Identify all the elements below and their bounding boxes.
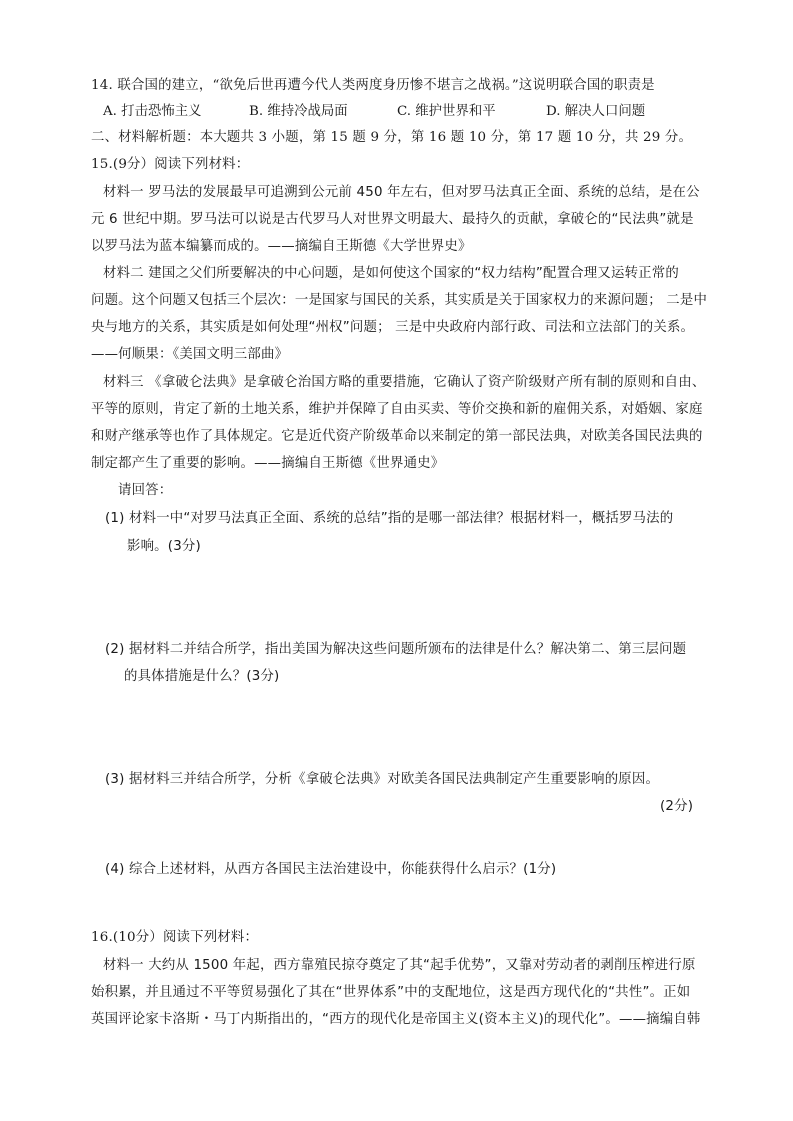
q15-sub3-score: (2分) <box>660 799 694 814</box>
q15-material2-line1: 材料二 建国之父们所要解决的中心问题，是如何使这个国家的“权力结构”配置合理又运转正常的 <box>103 266 679 281</box>
q15-material2-line2: 问题。这个问题又包括三个层次：一是国家与国民的关系，其实质是关于国家权力的来源问题； 二是中 <box>91 293 708 308</box>
q14-stem: 14. 联合国的建立，“欲免后世再遭今代人类两度身历惨不堪言之战祸。”这说明联合国的职责是 <box>91 78 655 93</box>
q14-option-a: A. 打击恐怖主义 <box>103 104 202 119</box>
q15-material1-line1: 材料一 罗马法的发展最早可追溯到公元前 450 年左右，但对罗马法真正全面、系统的总结，是在公 <box>103 185 700 200</box>
q15-sub2-line1: (2) 据材料二并结合所学，指出美国为解决这些问题所颁布的法律是什么？解决第二、第三层问题 <box>105 642 687 657</box>
section2-header: 二、材料解析题：本大题共 3 小题，第 15 题 9 分，第 16 题 10 分，第 17 题 10 分，共 29 分。 <box>91 130 693 145</box>
q14-option-b: B. 维持冷战局面 <box>249 104 348 119</box>
q15-title: 15.(9分）阅读下列材料： <box>91 157 250 172</box>
q16-title: 16.(10分）阅读下列材料： <box>91 930 259 945</box>
q15-sub2-line2: 的具体措施是什么？(3分) <box>124 669 280 684</box>
q15-sub4: (4) 综合上述材料，从西方各国民主法治建设中，你能获得什么启示？(1分) <box>105 862 557 877</box>
q15-material3-line1: 材料三 《拿破仑法典》是拿破仑治国方略的重要措施，它确认了资产阶级财产所有制的原则和自由、 <box>103 375 706 390</box>
q15-material1-line2: 元 6 世纪中期。罗马法可以说是古代罗马人对世界文明最大、最持久的贡献，拿破仑的“民法典”就是 <box>91 212 694 227</box>
q15-material3-line4: 制定都产生了重要的影响。——摘编自王斯德《世界通史》 <box>91 456 445 471</box>
q15-material1-line3: 以罗马法为蓝本编纂而成的。——摘编自王斯德《大学世界史》 <box>91 239 472 254</box>
q15-sub1-line1: (1) 材料一中“对罗马法真正全面、系统的总结”指的是哪一部法律？根据材料一，概括罗马法的 <box>105 511 674 526</box>
q16-material1-line1: 材料一 大约从 1500 年起，西方靠殖民掠夺奠定了其“起手优势”，又靠对劳动者的剥削压榨进行原 <box>103 958 696 973</box>
q14-option-c: C. 维护世界和平 <box>397 104 496 119</box>
q15-sub3: (3) 据材料三并结合所学，分析《拿破仑法典》对欧美各国民法典制定产生重要影响的原因。 <box>105 772 660 787</box>
q15-material2-line4: ——何顺果：《美国文明三部曲》 <box>91 347 289 362</box>
q15-prompt: 请回答： <box>118 483 173 498</box>
q15-material2-line3: 央与地方的关系，其实质是如何处理“州权”问题； 三是中央政府内部行政、司法和立法部门的关系。 <box>91 320 695 335</box>
q14-option-d: D. 解决人口问题 <box>546 104 646 119</box>
q16-material1-line2: 始积累，并且通过不平等贸易强化了其在“世界体系”中的支配地位，这是西方现代化的“共性”。正如 <box>91 985 691 1000</box>
q15-material3-line3: 和财产继承等也作了具体规定。它是近代资产阶级革命以来制定的第一部民法典，对欧美各国民法典的 <box>91 429 703 444</box>
q16-material1-line3: 英国评论家卡洛斯・马丁内斯指出的，“西方的现代化是帝国主义(资本主义)的现代化”。——摘编自韩 <box>91 1012 701 1027</box>
q15-material3-line2: 平等的原则，肯定了新的土地关系，维护并保障了自由买卖、等价交换和新的雇佣关系，对婚姻、家庭 <box>91 402 703 417</box>
q15-sub1-line2: 影响。(3分) <box>127 539 201 554</box>
